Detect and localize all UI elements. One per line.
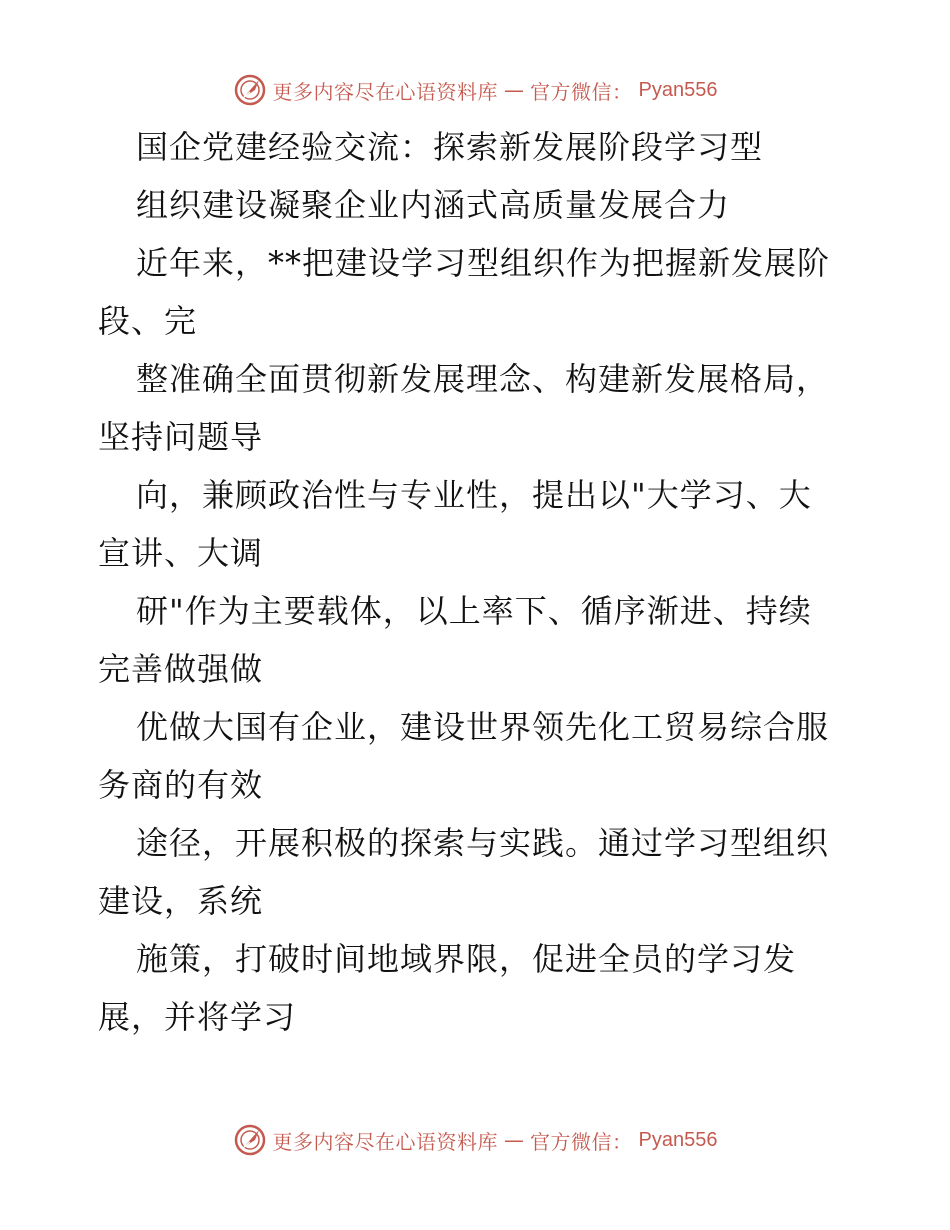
body-line: 向，兼顾政治性与专业性，提出以"大学习、大: [136, 476, 812, 514]
watermark-wechat-id: Pyan556: [638, 78, 718, 101]
body-line: 段、完: [98, 302, 198, 340]
quill-logo-icon: [233, 73, 267, 107]
body-line: 坚持问题导: [98, 418, 264, 456]
body-line: 宣讲、大调: [98, 534, 264, 572]
watermark-site-text: 更多内容尽在心语资料库: [272, 79, 499, 104]
watermark-wechat-label: 官方微信：: [530, 79, 633, 104]
body-line: 施策，打破时间地域界限，促进全员的学习发: [136, 940, 797, 978]
body-line: 展，并将学习: [98, 998, 297, 1036]
title-line-1: 国企党建经验交流：探索新发展阶段学习型: [136, 128, 764, 166]
body-line: 优做大国有企业，建设世界领先化工贸易综合服: [136, 708, 830, 746]
quill-logo-icon: [233, 1123, 267, 1157]
title-line-2: 组织建设凝聚企业内涵式高质量发展合力: [136, 186, 731, 224]
watermark-wechat-label: 官方微信：: [530, 1129, 633, 1154]
watermark-site-text: 更多内容尽在心语资料库: [272, 1129, 499, 1154]
body-line: 途径，开展积极的探索与实践。通过学习型组织: [136, 824, 830, 862]
watermark-wechat-id: Pyan556: [638, 1128, 718, 1151]
body-line: 研"作为主要载体，以上率下、循序渐进、持续: [136, 592, 812, 630]
footer-watermark: [0, 1120, 950, 1160]
body-line: 务商的有效: [98, 766, 264, 804]
body-line: 整准确全面贯彻新发展理念、构建新发展格局，: [136, 360, 830, 398]
body-line: 建设，系统: [98, 882, 264, 920]
document-body: [98, 118, 858, 1046]
watermark-separator: —: [504, 1128, 525, 1152]
header-watermark: [0, 70, 950, 110]
body-line: 完善做强做: [98, 650, 264, 688]
body-line: 近年来，**把建设学习型组织作为把握新发展阶: [136, 244, 831, 282]
watermark-separator: —: [504, 78, 525, 102]
